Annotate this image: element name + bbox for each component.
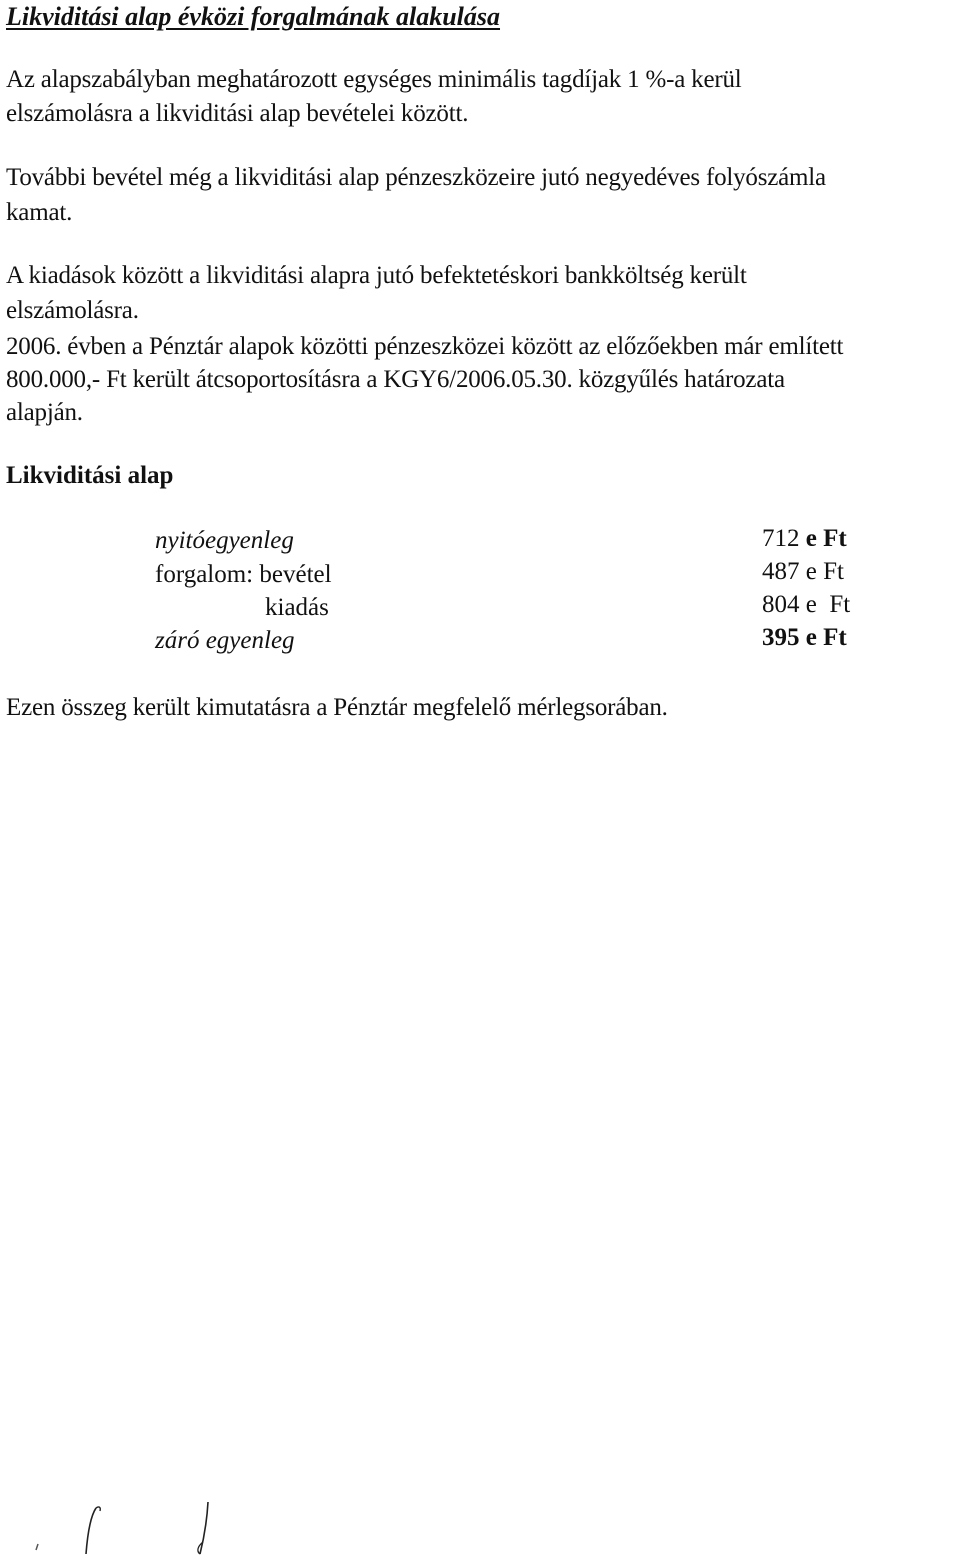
value-unit: e Ft xyxy=(805,591,851,618)
table-value-opening xyxy=(762,525,847,553)
paragraph-1-line-1: Az alapszabályban meghatározott egységes minimális tagdíjak 1 %-a kerül xyxy=(6,66,742,93)
paragraph-1-line-2: elszámolásra a likviditási alap bevételei között. xyxy=(6,100,469,127)
value-number: 712 xyxy=(762,525,800,552)
paragraph-2-line-1: További bevétel még a likviditási alap pénzeszközeire jutó negyedéves folyószámla xyxy=(6,164,826,191)
paragraph-4-line-2: 800.000,- Ft került átcsoportosításra a KGY6/2006.05.30. közgyűlés határozata xyxy=(6,366,785,393)
paragraph-3-line-2: elszámolásra. xyxy=(6,297,139,324)
document-title: Likviditási alap évközi forgalmának alakulása xyxy=(6,2,501,31)
table-label-expense: kiadás xyxy=(265,594,329,621)
closing-sentence: Ezen összeg került kimutatásra a Pénztár megfelelő mérlegsorában. xyxy=(6,694,668,721)
table-value-expense xyxy=(762,591,850,619)
table-value-closing xyxy=(762,624,847,652)
paragraph-4-line-1: 2006. évben a Pénztár alapok közötti pénzeszközei között az előzőekben már említett xyxy=(6,333,844,360)
value-unit: e Ft xyxy=(805,525,847,552)
table-label-opening: nyitóegyenleg xyxy=(155,527,294,554)
table-value-income xyxy=(762,558,844,586)
section-heading: Likviditási alap xyxy=(6,462,174,489)
value-unit: e Ft xyxy=(805,558,844,585)
paragraph-2-line-2: kamat. xyxy=(6,199,73,226)
table-label-income: forgalom: bevétel xyxy=(155,561,332,588)
value-unit: e Ft xyxy=(805,624,847,651)
handwritten-initials xyxy=(0,1480,260,1555)
paragraph-3-line-1: A kiadások között a likviditási alapra jutó befektetéskori bankköltség került xyxy=(6,262,747,289)
value-number: 804 xyxy=(762,591,800,618)
value-number: 487 xyxy=(762,558,800,585)
value-number: 395 xyxy=(762,624,800,651)
table-label-closing: záró egyenleg xyxy=(155,627,295,654)
paragraph-4-line-3: alapján. xyxy=(6,399,83,426)
